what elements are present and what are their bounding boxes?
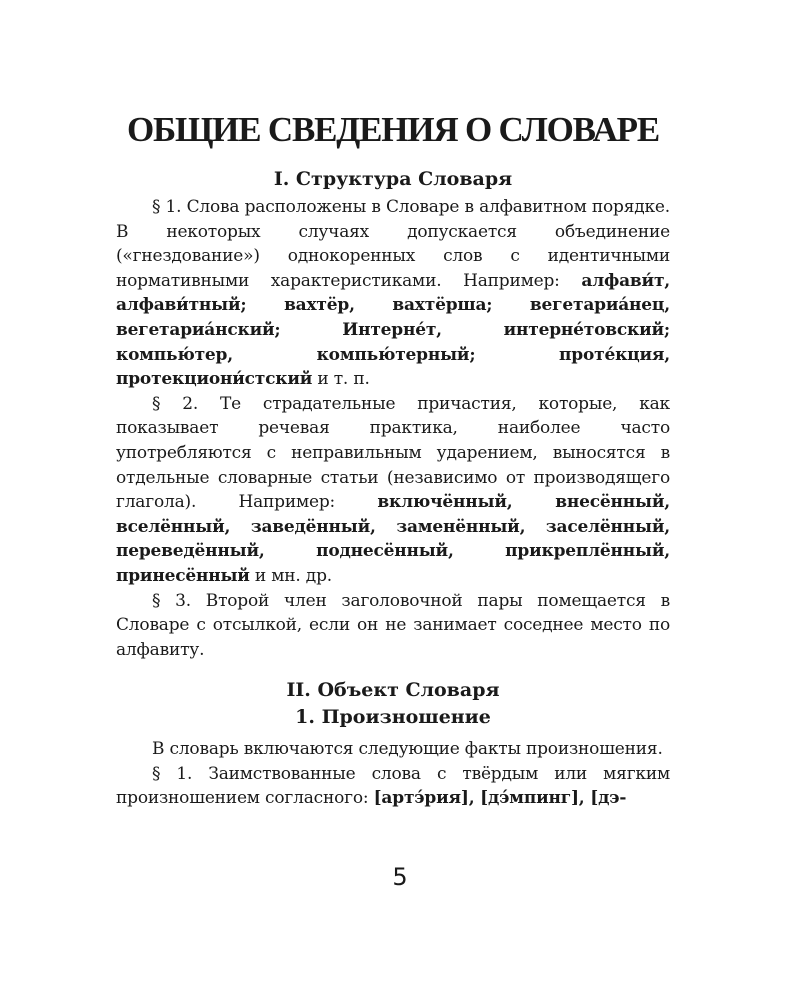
paragraph-4 <box>116 762 670 811</box>
paragraph-2-examples: включённый, внесённый, вселённый, заведённый, заменённый, заселённый, переведённый, поднесённый, прикреплённый, принесённый <box>116 492 670 586</box>
section-2-subtitle: 1. Произношение <box>295 706 491 729</box>
page-number: 5 <box>392 863 408 891</box>
paragraph-1-tail: и т. п. <box>312 369 370 390</box>
paragraph-1-examples: алфави́т, алфави́тный; вахтёр, вахтёрша; вегетариа́нец, вегетариа́нский; Интерне́т, интерне́товский; компью́тер, компью́терный; проте́кция, протекциони́стский <box>116 270 670 390</box>
paragraph-4-text: § 1. Заимствованные слова с твёрдым или мягким произношением согласного: <box>116 763 670 809</box>
section-1-title: I. Структура Словаря <box>273 168 513 190</box>
paragraph-2-text: § 2. Те страдательные причастия, которые, как показывает речевая практика, наиболее часто употребляются с неправильным ударением, выносятся в отдельные словарные статьи (независимо от производящего глагола). Например: <box>116 393 670 513</box>
paragraph-2-tail: и мн. др. <box>249 565 332 586</box>
paragraph-4-examples: [артэ́рия], [дэ́мпинг], [дэ- <box>373 788 627 809</box>
page-title: ОБЩИЕ СВЕДЕНИЯ О СЛОВАРЕ <box>126 110 659 149</box>
paragraph-2 <box>116 392 670 589</box>
paragraph-3: § 3. Второй член заголовочной пары помещается в Словаре с отсылкой, если он не занимает соседнее место по алфавиту. <box>116 590 670 660</box>
paragraph-intro: В словарь включаются следующие факты произношения. <box>152 739 663 760</box>
section-2-title: II. Объект Словаря <box>286 679 500 702</box>
paragraph-1 <box>116 195 670 392</box>
page-content <box>116 108 670 811</box>
paragraph-1-text: § 1. Слова расположены в Словаре в алфавитном порядке. В некоторых случаях допускается объединение («гнездование») однокоренных слов с идентичными нормативными характеристиками. Например: <box>116 197 670 291</box>
